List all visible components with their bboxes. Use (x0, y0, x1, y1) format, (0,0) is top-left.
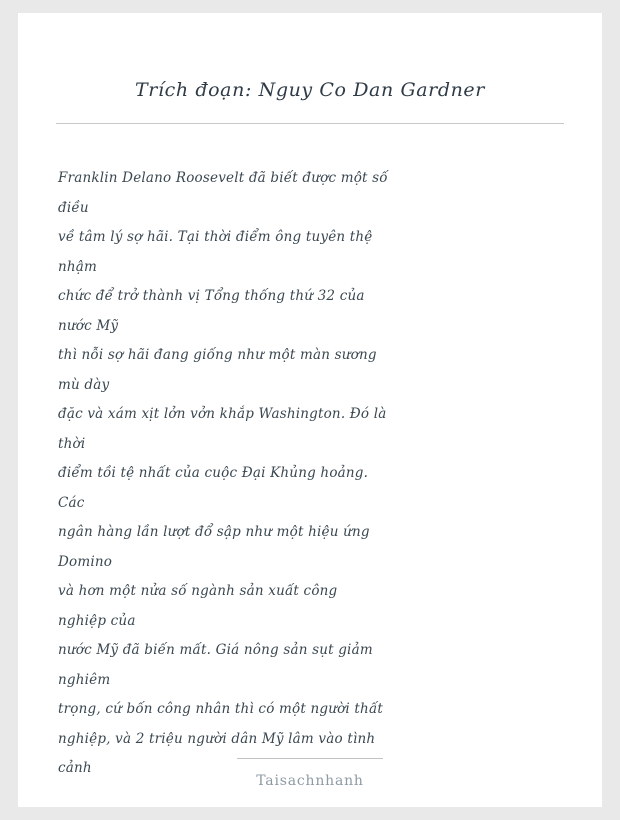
body-line: nước Mỹ đã biến mất. Giá nông sản sụt giảm nghiêm (58, 642, 378, 688)
body-line: đặc và xám xịt lởn vởn khắp Washington. Đó là thời (58, 406, 391, 452)
body-line: Franklin Delano Roosevelt đã biết được một số điều (58, 170, 393, 216)
body-line: điểm tồi tệ nhất của cuộc Đại Khủng hoảng. Các (58, 465, 373, 511)
footer-divider (237, 758, 383, 759)
document-body (58, 164, 393, 784)
body-line: trọng, cứ bốn công nhân thì có một người thất (58, 701, 384, 717)
body-line: nghiệp, và 2 triệu người dân Mỹ lâm vào tình cảnh (58, 730, 380, 776)
body-line: chức để trở thành vị Tổng thống thứ 32 của nước Mỹ (58, 288, 370, 334)
title-divider (56, 123, 564, 124)
document-page (18, 13, 602, 807)
footer-watermark: Taisachnhanh (256, 773, 364, 789)
body-line: ngân hàng lần lượt đổ sập như một hiệu ứng Domino (58, 524, 375, 570)
body-line: và hơn một nửa số ngành sản xuất công nghiệp của (58, 583, 342, 629)
page-footer (18, 758, 602, 789)
body-line: về tâm lý sợ hãi. Tại thời điểm ông tuyên thệ nhậm (58, 229, 377, 275)
page-title: Trích đoạn: Nguy Co Dan Gardner (135, 79, 485, 101)
body-line: thì nỗi sợ hãi đang giống như một màn sương mù dày (58, 347, 382, 393)
